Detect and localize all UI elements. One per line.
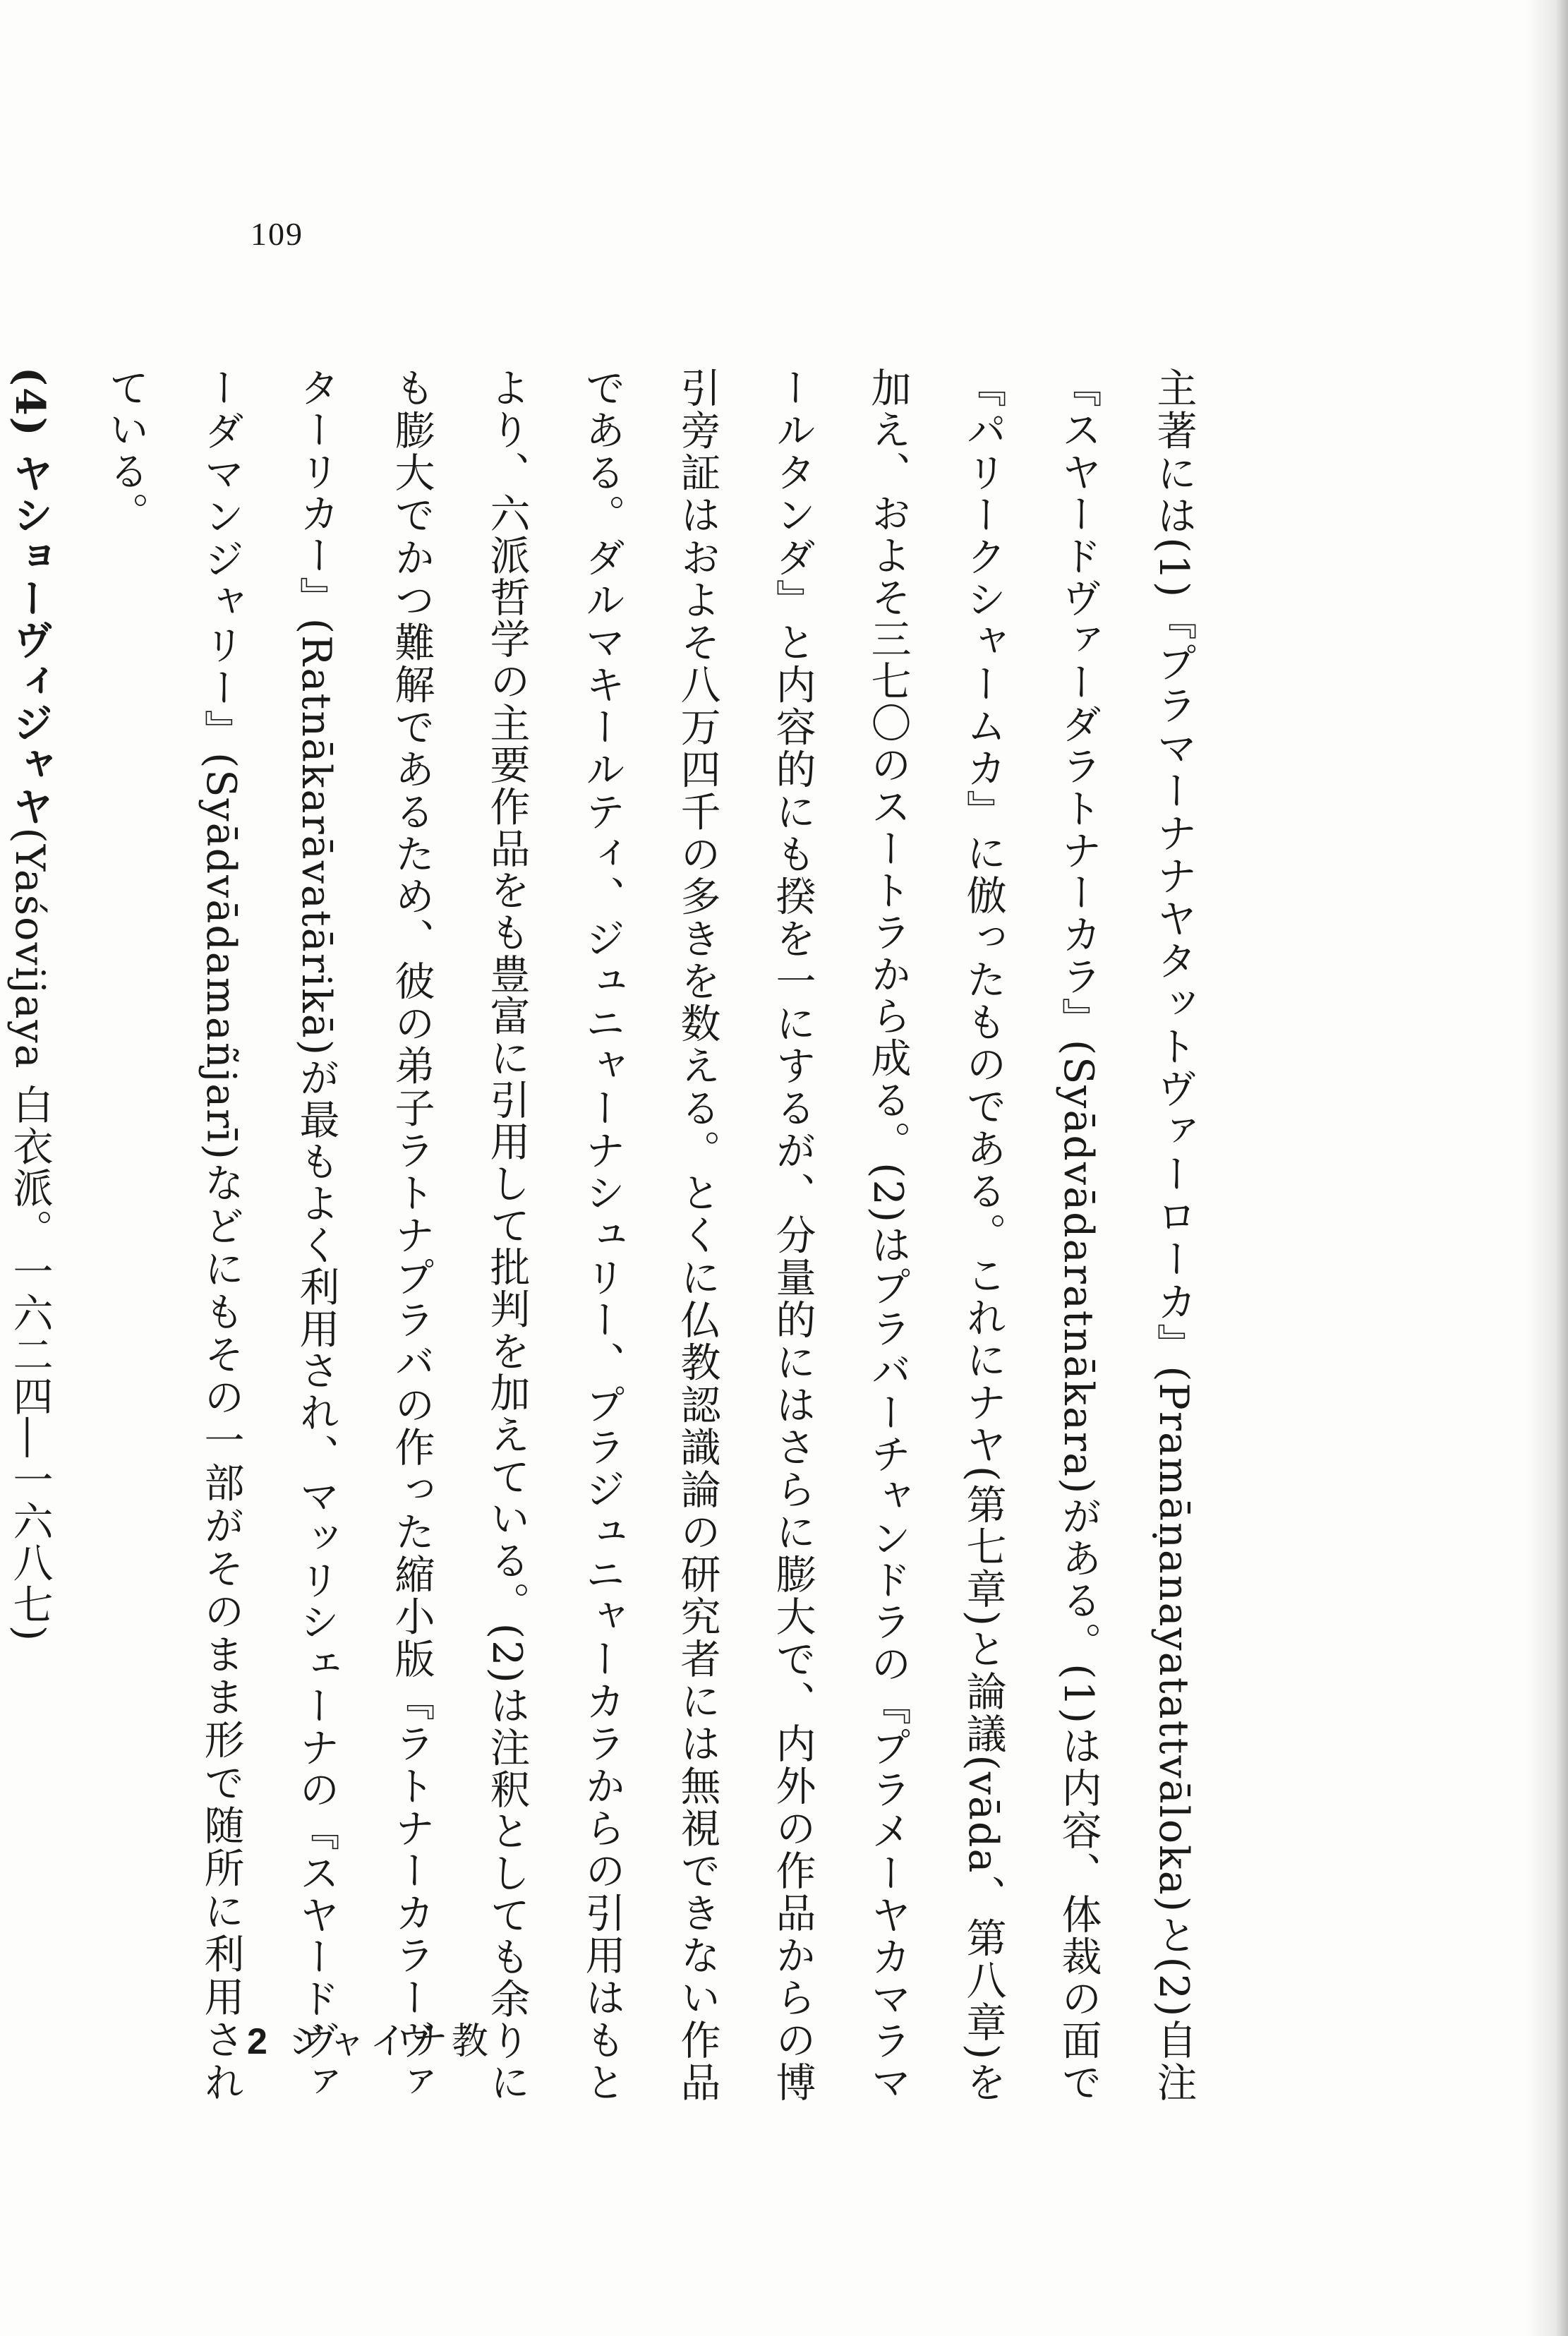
section-number: (4) bbox=[6, 367, 54, 438]
paragraph-main-works: 主著には(1)『プラマーナナヤタットヴァーローカ』(Pramāṇanayatattvāloka)と(2)自注『スヤードヴァーダラトナーカラ』(Syādvādaratnākara)がある。(1)は内容、体裁の面で『パリークシャームカ』に倣ったものである。これにナヤ(第七章)と論議(vāda、第八章)を加え、およそ三七〇のスートラから成る。(2)はプラバーチャンドラの『プラメーヤカマラマールタンダ』と内容的にも揆を一にするが、分量的にはさらに膨大で、内外の作品からの博引旁証はおよそ八万四千の多きを数える。とくに仏教認識論の研究者には無視できない作品である。ダルマキールティ、ジュニャーナシュリー、プラジュニャーカラからの引用はもとより、六派哲学の主要作品をも豊富に引用して批判を加えている。(2)は注釈としても余りにも膨大でかつ難解であるため、彼の弟子ラトナプラバの作った縮小版『ラトナーカラーヴァターリカー』(Ratnākarāvatārikā)が最もよく利用され、マッリシェーナの『スヤードヴァーダマンジャリー』(Syādvādamañjarī)などにもその一部がそのまま形で随所に利用されている。 bbox=[102, 367, 1197, 2104]
footer-chapter-title: ジャイナ教 bbox=[288, 2021, 493, 2062]
section-title: ヤショーヴィジャヤ bbox=[6, 452, 54, 828]
vertical-text-body bbox=[6, 367, 1221, 2104]
section-gloss: (Yaśovijaya 白衣派。一六二四―一六八七) bbox=[6, 827, 53, 1643]
running-footer bbox=[247, 2011, 493, 2064]
page-number: 109 bbox=[251, 216, 303, 252]
footer-chapter-number: 2 bbox=[247, 2021, 272, 2062]
scan-shadow-edge bbox=[1526, 0, 1568, 2336]
section-heading-yasovijaya bbox=[0, 367, 78, 2103]
